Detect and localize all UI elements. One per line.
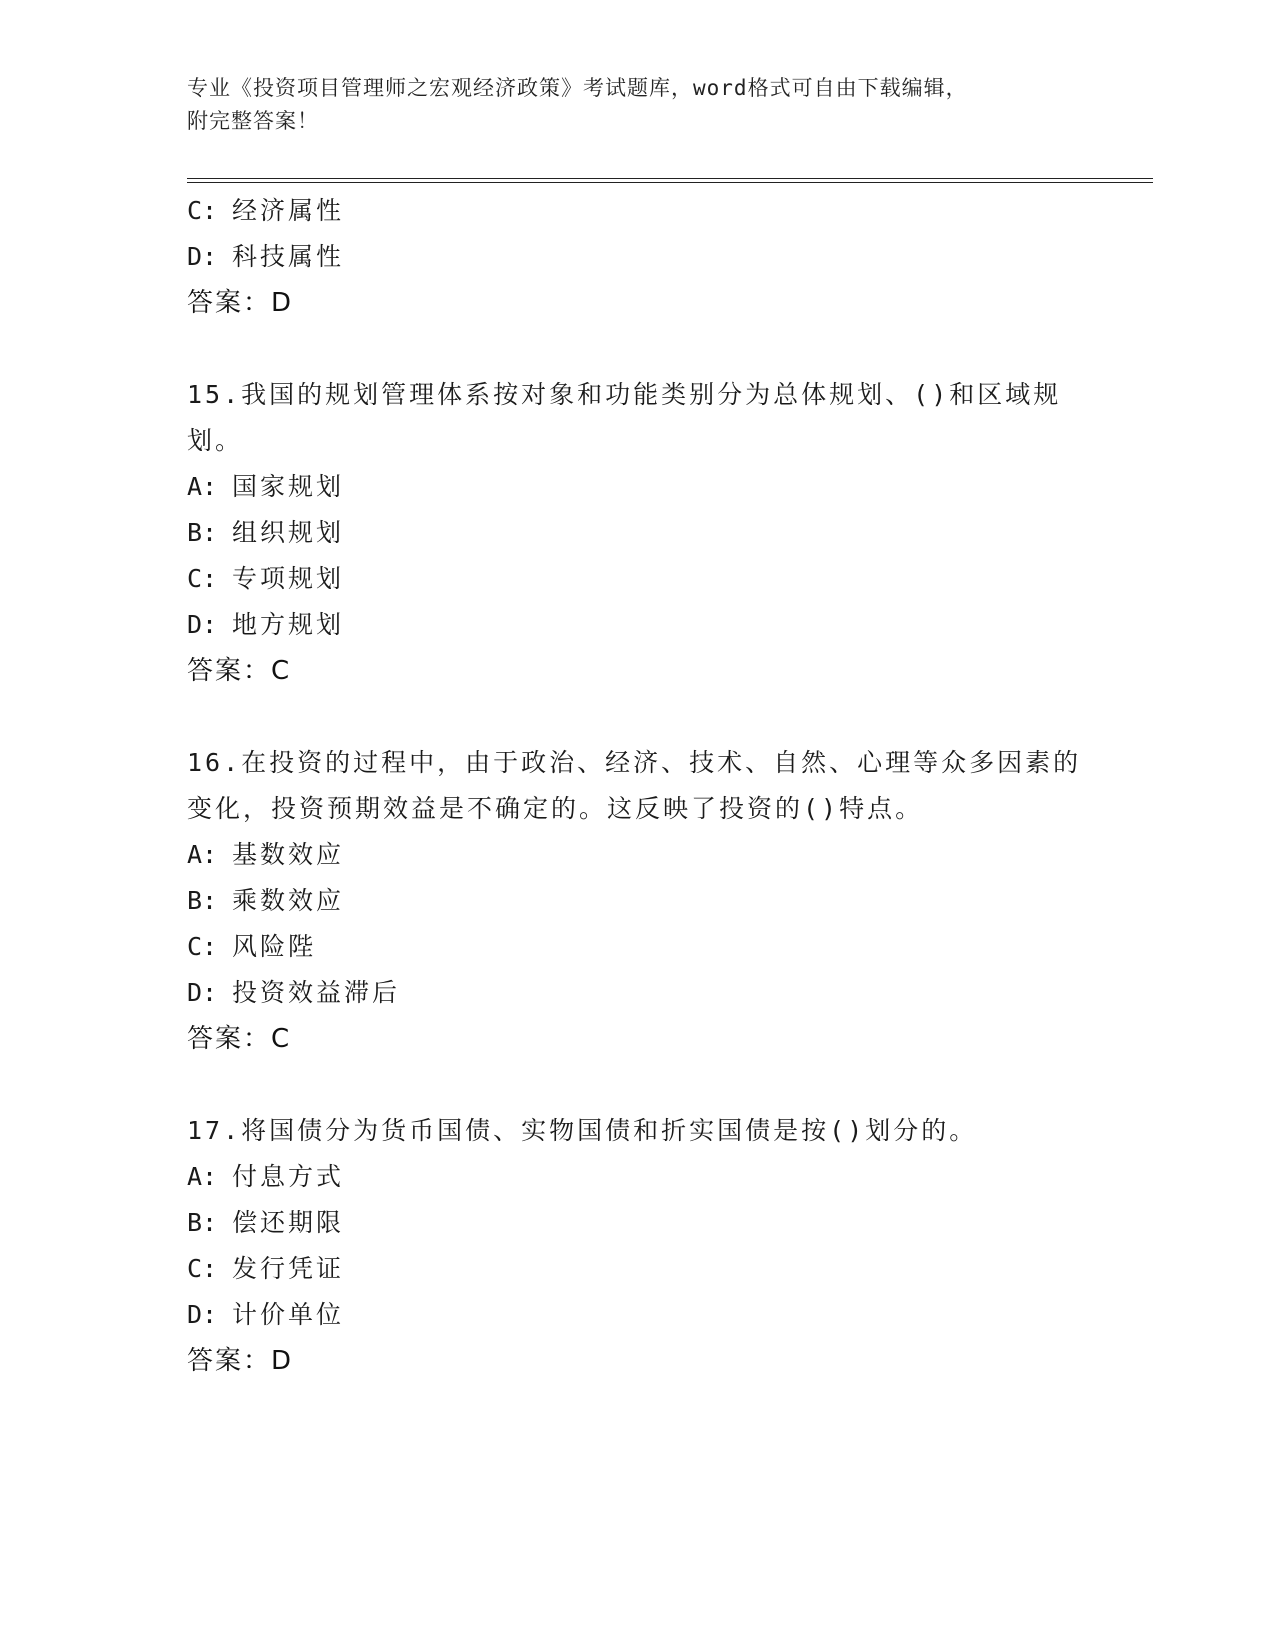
option-text: 计价单位 bbox=[232, 1300, 345, 1329]
question-16 bbox=[187, 740, 1087, 1062]
option-text: 乘数效应 bbox=[232, 886, 345, 915]
option-key: C: bbox=[187, 196, 218, 225]
option-d bbox=[187, 234, 1087, 280]
option-b bbox=[187, 878, 1087, 924]
header-divider-bottom bbox=[187, 182, 1153, 183]
question-list bbox=[187, 188, 1087, 1384]
option-a bbox=[187, 1154, 1087, 1200]
option-c bbox=[187, 1246, 1087, 1292]
question-stem: 16.在投资的过程中，由于政治、经济、技术、自然、心理等众多因素的变化，投资预期效益是不确定的。这反映了投资的()特点。 bbox=[187, 748, 1082, 823]
option-c bbox=[187, 556, 1087, 602]
option-d bbox=[187, 970, 1087, 1016]
option-key: C: bbox=[187, 932, 218, 961]
option-b bbox=[187, 1200, 1087, 1246]
option-key: D: bbox=[187, 978, 218, 1007]
option-text: 发行凭证 bbox=[232, 1254, 345, 1283]
option-key: D: bbox=[187, 610, 218, 639]
header-divider-top bbox=[187, 178, 1153, 179]
option-b bbox=[187, 510, 1087, 556]
option-key: C: bbox=[187, 564, 218, 593]
answer-line: 答案：D bbox=[187, 288, 294, 318]
document-header bbox=[187, 72, 1067, 138]
question-17 bbox=[187, 1108, 1087, 1384]
option-key: B: bbox=[187, 518, 218, 547]
answer-line: 答案：C bbox=[187, 656, 292, 686]
option-a bbox=[187, 464, 1087, 510]
spacer bbox=[187, 326, 1087, 372]
header-line-1: 专业《投资项目管理师之宏观经济政策》考试题库，word格式可自由下载编辑， bbox=[187, 76, 968, 100]
option-c bbox=[187, 188, 1087, 234]
option-key: A: bbox=[187, 840, 218, 869]
option-key: D: bbox=[187, 1300, 218, 1329]
option-text: 投资效益滞后 bbox=[232, 978, 401, 1007]
option-text: 组织规划 bbox=[232, 518, 345, 547]
option-text: 科技属性 bbox=[232, 242, 345, 271]
header-line-2: 附完整答案！ bbox=[187, 109, 319, 133]
answer-line: 答案：D bbox=[187, 1346, 294, 1376]
option-c bbox=[187, 924, 1087, 970]
option-d bbox=[187, 602, 1087, 648]
question-15 bbox=[187, 372, 1087, 694]
option-text: 专项规划 bbox=[232, 564, 345, 593]
option-text: 国家规划 bbox=[232, 472, 345, 501]
option-text: 风险陛 bbox=[232, 932, 317, 961]
option-text: 付息方式 bbox=[232, 1162, 345, 1191]
option-text: 地方规划 bbox=[232, 610, 345, 639]
option-key: B: bbox=[187, 886, 218, 915]
partial-question bbox=[187, 188, 1087, 326]
option-key: B: bbox=[187, 1208, 218, 1237]
option-key: C: bbox=[187, 1254, 218, 1283]
question-stem: 17.将国债分为货币国债、实物国债和折实国债是按()划分的。 bbox=[187, 1116, 978, 1145]
spacer bbox=[187, 694, 1087, 740]
option-text: 经济属性 bbox=[232, 196, 345, 225]
option-d bbox=[187, 1292, 1087, 1338]
question-stem: 15.我国的规划管理体系按对象和功能类别分为总体规划、()和区域规划。 bbox=[187, 380, 1062, 455]
option-key: A: bbox=[187, 472, 218, 501]
option-text: 偿还期限 bbox=[232, 1208, 345, 1237]
spacer bbox=[187, 1062, 1087, 1108]
option-key: A: bbox=[187, 1162, 218, 1191]
answer-line: 答案：C bbox=[187, 1024, 292, 1054]
option-text: 基数效应 bbox=[232, 840, 345, 869]
option-a bbox=[187, 832, 1087, 878]
option-key: D: bbox=[187, 242, 218, 271]
